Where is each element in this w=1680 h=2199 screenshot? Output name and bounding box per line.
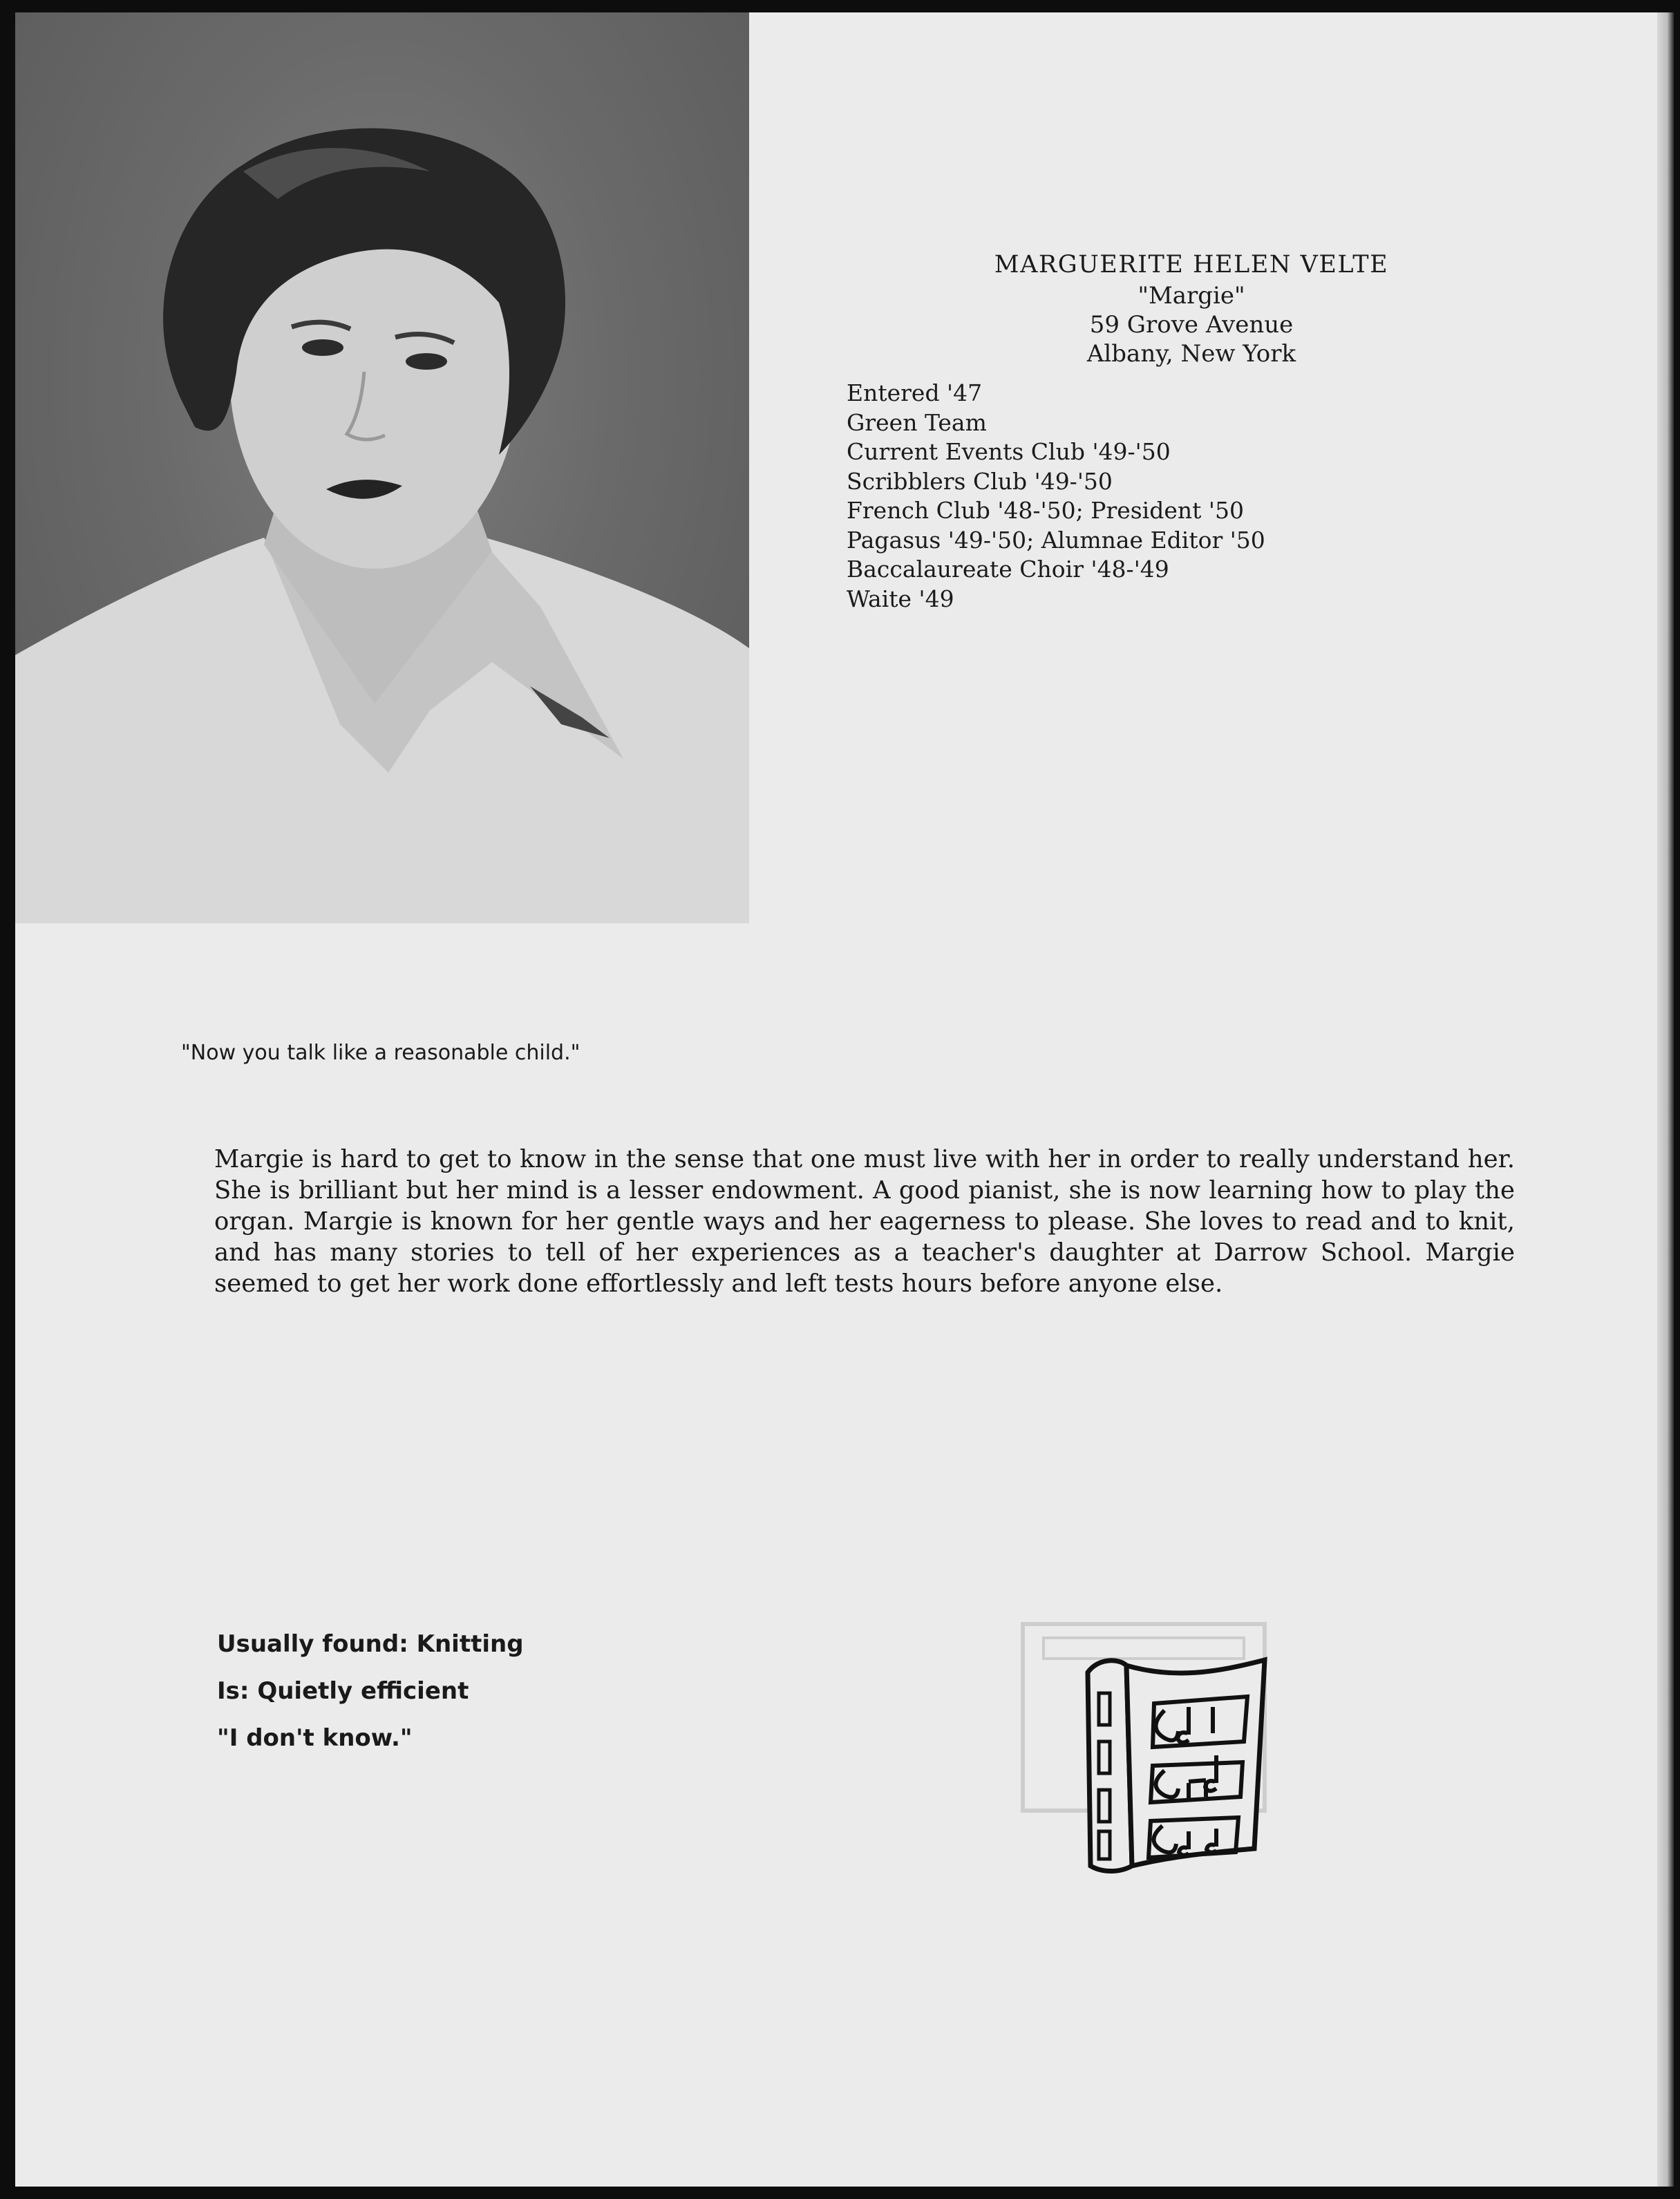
activity-item: Current Events Club '49-'50	[847, 438, 1171, 465]
activity-item: Pagasus '49-'50; Alumnae Editor '50	[847, 526, 1265, 554]
activity-item: Green Team	[847, 408, 987, 436]
activity-item: French Club '48-'50; President '50	[847, 497, 1244, 524]
activity-item: Scribblers Club '49-'50	[847, 467, 1113, 495]
activity-item: Entered '47	[847, 379, 983, 406]
activities-list	[847, 379, 1265, 614]
page-edge	[1657, 12, 1674, 2187]
address-city: Albany, New York	[1086, 340, 1296, 368]
facts-list	[217, 1621, 524, 1762]
fact-saying: "I don't know."	[217, 1724, 413, 1752]
fact-usually-found: Usually found: Knitting	[217, 1630, 524, 1658]
portrait-photo	[15, 12, 749, 923]
activity-item: Waite '49	[847, 585, 954, 612]
student-name: MARGUERITE HELEN VELTE	[994, 251, 1389, 279]
fact-is: Is: Quietly efficient	[217, 1677, 469, 1705]
music-book-icon	[1078, 1645, 1272, 1880]
address-street: 59 Grove Avenue	[1089, 311, 1294, 339]
student-quote: "Now you talk like a reasonable child."	[181, 1041, 581, 1065]
activity-item: Baccalaureate Choir '48-'49	[847, 556, 1169, 583]
biography-paragraph: Margie is hard to get to know in the sense that one must live with her in order to really understand her. She is brilliant but her mind is a lesser endowment. A good pianist, she is now learning how to play the organ. Margie is known for her gentle ways and her eagerness to please. She loves to read and to knit, and has many stories to tell of her experiences as a teacher's daughter at Darrow School. Margie seemed to get her work done effortlessly and left tests hours before anyone else.	[214, 1145, 1515, 1298]
student-nickname: "Margie"	[1138, 282, 1245, 310]
